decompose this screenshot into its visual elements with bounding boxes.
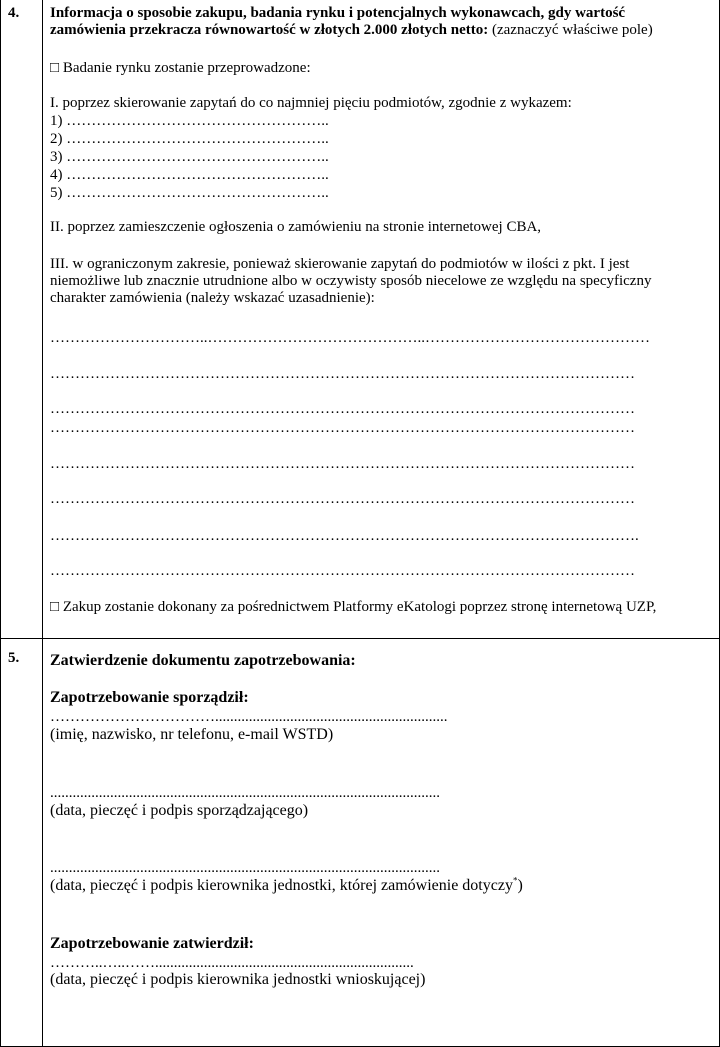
preparer-sign-caption: (data, pieczęć i podpis sporządzającego) [50, 802, 309, 819]
ekatalogi-option[interactable] [50, 599, 656, 616]
entity-line-4: 4) …………………………………………….. [50, 167, 329, 183]
prepared-by-caption: (imię, nazwisko, nr telefonu, e-mail WSTD) [50, 726, 334, 743]
entity-line-3: 3) …………………………………………….. [50, 149, 329, 165]
option-III-line1: III. w ograniczonym zakresie, ponieważ skierowanie zapytań do podmiotów w ilości z pkt. I jest [50, 256, 630, 272]
ekatalogi-label: Zakup zostanie dokonany za pośrednictwem Platformy eKatologi poprzez stronę internetową UZP, [62, 599, 657, 615]
section-4-heading-line1: Informacja o sposobie zakupu, badania rynku i potencjalnych wykonawcach, gdy wartość [50, 5, 626, 21]
approved-by-label: Zapotrzebowanie zatwierdził: [50, 935, 254, 952]
option-III-line3: charakter zamówienia (należy wskazać uzasadnienie): [50, 290, 375, 306]
row-divider [0, 638, 720, 639]
section-4-number: 4. [8, 5, 20, 21]
market-research-label: Badanie rynku zostanie przeprowadzone: [62, 60, 311, 76]
section-4-heading-line2 [50, 22, 653, 39]
market-research-option[interactable] [50, 60, 311, 77]
unit-head-caption-text: (data, pieczęć i podpis kierownika jednostki, której zamówienie dotyczy [50, 877, 513, 894]
justification-line-8: ……………………………………………………………………………………………………… [50, 563, 635, 579]
justification-line-2: ……………………………………………………………………………………………………… [50, 366, 635, 382]
entity-line-5: 5) …………………………………………….. [50, 185, 329, 201]
justification-line-6: ……………………………………………………………………………………………………… [50, 491, 635, 507]
justification-line-3: ……………………………………………………………………………………………………… [50, 401, 635, 417]
justification-line-1: …………………………..……………………………………..……………………………………… [50, 330, 650, 346]
justification-line-7: ………………………………………………………………………………………………………. [50, 528, 639, 544]
preparer-sign-line: ........................................................................................................ [50, 785, 440, 801]
unit-head-sign-line: ........................................................................................................ [50, 860, 440, 876]
approved-by-caption: (data, pieczęć i podpis kierownika jednostki wnioskującej) [50, 971, 426, 988]
section-5-number: 5. [8, 650, 20, 666]
prepared-by-label: Zapotrzebowanie sporządził: [50, 689, 249, 706]
entity-line-1: 1) …………………………………………….. [50, 113, 329, 129]
justification-line-5: ……………………………………………………………………………………………………… [50, 456, 635, 472]
prepared-by-line: …………………………….............................................................. [50, 709, 448, 725]
option-II: II. poprzez zamieszczenie ogłoszenia o zamówieniu na stronie internetowej CBA, [50, 219, 542, 235]
approved-by-line: ………..…..……..................................................................... [50, 955, 414, 971]
checkbox-icon[interactable]: □ [50, 60, 60, 76]
option-III-line2: niemożliwe lub znacznie utrudnione albo w oczywisty sposób niecelowe ze względu na specyficzny [50, 273, 652, 289]
column-divider [42, 0, 43, 1047]
section-5-heading: Zatwierdzenie dokumentu zapotrzebowania: [50, 652, 356, 669]
section-4-heading-bold: zamówienia przekracza równowartość w złotych 2.000 złotych netto: [50, 22, 489, 38]
checkbox-icon[interactable]: □ [50, 599, 60, 615]
section-4-heading-note: (zaznaczyć właściwe pole) [488, 22, 653, 38]
unit-head-sign-caption [50, 877, 523, 895]
option-I: I. poprzez skierowanie zapytań do co najmniej pięciu podmiotów, zgodnie z wykazem: [50, 95, 572, 111]
entity-line-2: 2) …………………………………………….. [50, 131, 329, 147]
unit-head-caption-end: ) [517, 877, 523, 894]
footnote-mark: * [512, 875, 518, 886]
justification-line-4: ……………………………………………………………………………………………………… [50, 420, 635, 436]
